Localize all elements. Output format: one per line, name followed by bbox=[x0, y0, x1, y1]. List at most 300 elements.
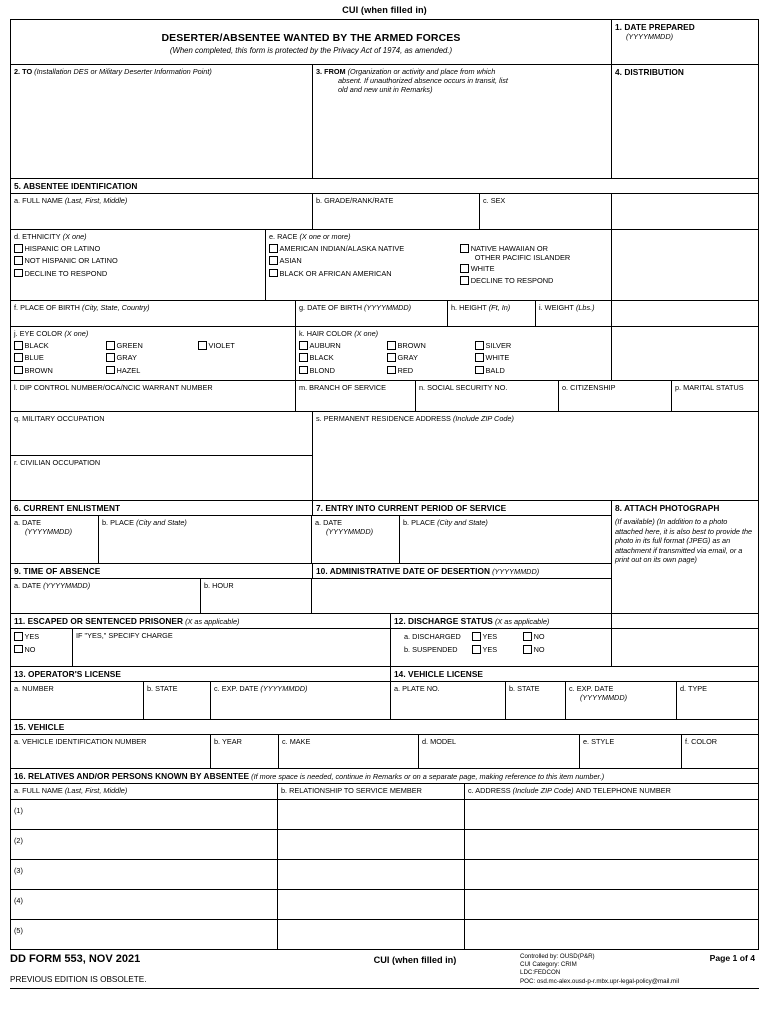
name-grade-sex-row bbox=[11, 193, 758, 229]
checkbox-icon[interactable] bbox=[523, 632, 532, 641]
checkbox-icon[interactable] bbox=[269, 256, 278, 265]
relatives-relationship-header bbox=[278, 784, 465, 799]
relative-row-relationship[interactable] bbox=[278, 920, 465, 949]
eye-option-hazel[interactable] bbox=[106, 366, 198, 375]
relative-row-number[interactable] bbox=[11, 800, 278, 829]
previous-edition-label: PREVIOUS EDITION IS OBSOLETE. bbox=[10, 975, 147, 984]
hair-option-label: BROWN bbox=[397, 341, 426, 351]
page-title: DESERTER/ABSENTEE WANTED BY THE ARMED FORCES bbox=[161, 31, 461, 44]
hair-option-white[interactable] bbox=[475, 353, 563, 362]
checkbox-icon[interactable] bbox=[198, 341, 207, 350]
relative-row-number[interactable] bbox=[11, 830, 278, 859]
checkbox-icon[interactable] bbox=[14, 256, 23, 265]
block-4-distribution-cont[interactable] bbox=[612, 194, 758, 229]
ldc-label: LDC:FEDCON bbox=[520, 969, 561, 977]
block-10-label: 10. ADMINISTRATIVE DATE OF DESERTION bbox=[316, 566, 491, 576]
enlistment-entry-dates-row bbox=[11, 515, 611, 563]
block-6-header bbox=[11, 501, 313, 515]
relative-row-address[interactable] bbox=[465, 830, 758, 859]
plate-number-label: a. PLATE NO. bbox=[394, 684, 440, 693]
block-7-header bbox=[313, 501, 612, 515]
field-vehicle-make[interactable] bbox=[279, 735, 419, 768]
birth-height-weight-row bbox=[11, 300, 758, 326]
block-14-header bbox=[391, 667, 758, 681]
checkbox-icon[interactable] bbox=[460, 244, 469, 253]
field-place-of-birth[interactable] bbox=[11, 301, 296, 326]
block-15-title-row bbox=[11, 719, 758, 734]
race-option-label-line2: OTHER PACIFIC ISLANDER bbox=[474, 253, 571, 263]
relative-row-relationship[interactable] bbox=[278, 890, 465, 919]
relative-row-relationship[interactable] bbox=[278, 830, 465, 859]
race-option-american-indian[interactable] bbox=[269, 244, 460, 253]
block-7-label: 7. ENTRY INTO CURRENT PERIOD OF SERVICE bbox=[316, 503, 507, 513]
checkbox-icon[interactable] bbox=[14, 341, 23, 350]
field-entry-date[interactable] bbox=[312, 516, 400, 563]
ethnicity-option-label: NOT HISPANIC OR LATINO bbox=[24, 256, 118, 266]
field-ssn[interactable] bbox=[416, 381, 559, 411]
ssn-label: n. SOCIAL SECURITY NO. bbox=[419, 383, 508, 392]
hair-option-label: SILVER bbox=[485, 341, 512, 351]
field-citizenship[interactable] bbox=[559, 381, 672, 411]
hair-option-label: BLOND bbox=[309, 365, 335, 375]
checkbox-icon[interactable] bbox=[14, 269, 23, 278]
weight-hint: (Lbs.) bbox=[575, 303, 595, 312]
page-number-label: Page 1 of 4 bbox=[709, 953, 755, 963]
relative-row-address[interactable] bbox=[465, 920, 758, 949]
block-4-distribution[interactable] bbox=[612, 65, 758, 178]
field-vehicle-style[interactable] bbox=[580, 735, 682, 768]
checkbox-icon[interactable] bbox=[387, 341, 396, 350]
eye-option-label: BLACK bbox=[24, 341, 49, 351]
race-option-native-hawaiian[interactable] bbox=[460, 244, 608, 262]
field-civilian-occupation[interactable] bbox=[11, 456, 312, 500]
table-row bbox=[11, 829, 758, 859]
row-index-label: (1) bbox=[14, 806, 23, 815]
dip-branch-ssn-row bbox=[11, 380, 758, 411]
prisoner-yes-label: YES bbox=[24, 632, 40, 641]
residence-label: s. PERMANENT RESIDENCE ADDRESS bbox=[316, 414, 451, 423]
enlistment-entry-group bbox=[11, 515, 612, 613]
checkbox-icon[interactable] bbox=[475, 366, 484, 375]
ethnicity-hint: (X one) bbox=[62, 232, 87, 241]
occupation-column bbox=[11, 412, 313, 500]
eye-option-label: BLUE bbox=[24, 353, 44, 363]
hair-option-bald[interactable] bbox=[475, 366, 563, 375]
enlistment-date-label: a. DATE bbox=[14, 518, 42, 527]
table-row bbox=[11, 889, 758, 919]
hair-option-auburn[interactable] bbox=[299, 341, 387, 350]
discharged-label: a. DISCHARGED bbox=[404, 632, 461, 641]
civilian-occupation-label: r. CIVILIAN OCCUPATION bbox=[14, 458, 101, 467]
eye-option-label: VIOLET bbox=[208, 341, 235, 351]
hair-option-label: BLACK bbox=[309, 353, 334, 363]
row-index-label: (2) bbox=[14, 836, 23, 845]
checkbox-icon[interactable] bbox=[523, 645, 532, 654]
privacy-act-note: (When completed, this form is protected by the Privacy Act of 1974, as amended.) bbox=[169, 45, 453, 55]
block-2-hint: (Installation DES or Military Deserter Information Point) bbox=[34, 67, 212, 76]
block-16-title-row bbox=[11, 768, 758, 783]
license-exp-label: c. EXP. DATE bbox=[214, 684, 259, 693]
style-label: e. STYLE bbox=[583, 737, 615, 746]
block-14-label: 14. VEHICLE LICENSE bbox=[394, 669, 484, 679]
relatives-name-hint: (Last, First, Middle) bbox=[64, 786, 128, 795]
field-vehicle-license-state[interactable] bbox=[506, 682, 566, 719]
block-11-header bbox=[11, 614, 391, 628]
suspended-yes-label: YES bbox=[482, 645, 498, 654]
checkbox-icon[interactable] bbox=[299, 353, 308, 362]
row-index-label: (3) bbox=[14, 866, 23, 875]
discharged-option-yes[interactable] bbox=[472, 632, 497, 641]
block-16-hint: (If more space is needed, continue in Remarks or on a separate page, making reference to this item number.) bbox=[251, 772, 605, 781]
year-label: b. YEAR bbox=[214, 737, 242, 746]
field-dip-control-number[interactable] bbox=[11, 381, 296, 411]
checkbox-icon[interactable] bbox=[472, 632, 481, 641]
block-2-to[interactable] bbox=[11, 65, 313, 178]
checkbox-icon[interactable] bbox=[14, 244, 23, 253]
race-option-label: DECLINE TO RESPOND bbox=[470, 276, 554, 286]
block-4-distribution-cont3[interactable] bbox=[612, 301, 758, 326]
entry-place-label: b. PLACE bbox=[403, 518, 436, 527]
absence-admin-date-row bbox=[11, 578, 611, 613]
block-6-label: 6. CURRENT ENLISTMENT bbox=[14, 503, 121, 513]
block-3-hint-3: old and new unit in Remarks) bbox=[338, 85, 433, 94]
checkbox-icon[interactable] bbox=[269, 244, 278, 253]
field-absence-hour[interactable] bbox=[201, 579, 312, 613]
discharge-status-group bbox=[391, 629, 612, 666]
relative-row-number[interactable] bbox=[11, 890, 278, 919]
block-4-distribution-cont2[interactable] bbox=[612, 230, 758, 300]
poc-label: POC: osd.mc-alex.ousd-p-r.mbx.upr-legal-policy@mail.mil bbox=[520, 977, 679, 985]
checkbox-icon[interactable] bbox=[387, 353, 396, 362]
field-sex[interactable] bbox=[480, 194, 612, 229]
cui-category-label: CUI Category: CRIM bbox=[520, 961, 577, 969]
suspended-no-label: NO bbox=[533, 645, 545, 654]
entry-date-hint: (YYYYMMDD) bbox=[326, 527, 374, 536]
field-weight[interactable] bbox=[536, 301, 612, 326]
title-row bbox=[11, 20, 758, 64]
relative-row-address[interactable] bbox=[465, 890, 758, 919]
checkbox-icon[interactable] bbox=[299, 366, 308, 375]
race-option-decline[interactable] bbox=[460, 276, 608, 285]
field-permanent-residence-address[interactable] bbox=[313, 412, 758, 500]
field-grade-rank-rate[interactable] bbox=[313, 194, 480, 229]
hair-color-label: k. HAIR COLOR bbox=[299, 329, 353, 338]
checkbox-icon[interactable] bbox=[269, 269, 278, 278]
block-9-header bbox=[11, 564, 313, 578]
color-label: f. COLOR bbox=[685, 737, 718, 746]
absence-date-hint: (YYYYMMDD) bbox=[43, 581, 91, 590]
block-1-hint: (YYYYMMDD) bbox=[626, 32, 674, 41]
relative-row-number[interactable] bbox=[11, 920, 278, 949]
hair-option-label: GRAY bbox=[397, 353, 418, 363]
eye-option-label: GREEN bbox=[116, 341, 143, 351]
relatives-address-label2: AND TELEPHONE NUMBER bbox=[575, 786, 671, 795]
race-option-white[interactable] bbox=[460, 264, 608, 273]
citizenship-label: o. CITIZENSHIP bbox=[562, 383, 616, 392]
race-label: e. RACE bbox=[269, 232, 298, 241]
field-vin[interactable] bbox=[11, 735, 211, 768]
ethnicity-option-not-hispanic[interactable] bbox=[14, 256, 262, 265]
relatives-relationship-label: b. RELATIONSHIP TO SERVICE MEMBER bbox=[281, 786, 422, 795]
block-8-header bbox=[612, 501, 758, 515]
form-title-cell bbox=[11, 20, 612, 64]
eye-option-blue[interactable] bbox=[14, 353, 106, 362]
race-option-asian[interactable] bbox=[269, 256, 460, 265]
race-option-black[interactable] bbox=[269, 269, 460, 278]
sex-label: c. SEX bbox=[483, 196, 506, 205]
field-operator-license-state[interactable] bbox=[144, 682, 211, 719]
licenses-title-row bbox=[11, 666, 758, 681]
occupation-residence-row bbox=[11, 411, 758, 500]
relatives-column-headers bbox=[11, 783, 758, 799]
hair-option-blond[interactable] bbox=[299, 366, 387, 375]
field-full-name[interactable] bbox=[11, 194, 313, 229]
relatives-address-label: c. ADDRESS bbox=[468, 786, 511, 795]
discharge-row-discharged bbox=[394, 632, 608, 641]
suspended-option-no[interactable] bbox=[523, 645, 544, 654]
hair-option-red[interactable] bbox=[387, 366, 475, 375]
block-1-label: 1. DATE PREPARED bbox=[615, 22, 695, 32]
block-10-header bbox=[313, 564, 611, 578]
checkbox-icon[interactable] bbox=[14, 353, 23, 362]
relative-row-relationship[interactable] bbox=[278, 800, 465, 829]
full-name-label: a. FULL NAME bbox=[14, 196, 63, 205]
marital-status-label: p. MARITAL STATUS bbox=[675, 383, 744, 392]
block-13-header bbox=[11, 667, 391, 681]
cui-banner-top: CUI (when filled in) bbox=[342, 5, 427, 15]
field-operator-license-exp[interactable] bbox=[211, 682, 391, 719]
hair-option-label: AUBURN bbox=[309, 341, 341, 351]
blocks-6-7-8-title-row bbox=[11, 500, 758, 515]
footer-right bbox=[520, 953, 759, 986]
eye-option-brown[interactable] bbox=[14, 366, 106, 375]
military-occupation-label: q. MILITARY OCCUPATION bbox=[14, 414, 105, 423]
checkbox-icon[interactable] bbox=[14, 645, 23, 654]
model-label: d. MODEL bbox=[422, 737, 457, 746]
checkbox-icon[interactable] bbox=[475, 353, 484, 362]
licenses-fields-row bbox=[11, 681, 758, 719]
race-option-label: ASIAN bbox=[279, 256, 302, 266]
discharged-option-no[interactable] bbox=[523, 632, 544, 641]
grade-label: b. GRADE/RANK/RATE bbox=[316, 196, 394, 205]
block-15-label: 15. VEHICLE bbox=[14, 722, 65, 732]
eye-option-green[interactable] bbox=[106, 341, 198, 350]
vehicle-exp-hint: (YYYYMMDD) bbox=[580, 693, 628, 702]
checkbox-icon[interactable] bbox=[387, 366, 396, 375]
race-option-label-line1: NATIVE HAWAIIAN OR bbox=[470, 244, 549, 254]
block-3-from[interactable] bbox=[313, 65, 612, 178]
field-military-occupation[interactable] bbox=[11, 412, 312, 456]
checkbox-icon[interactable] bbox=[106, 341, 115, 350]
hair-option-label: WHITE bbox=[485, 353, 510, 363]
ethnicity-option-hispanic[interactable] bbox=[14, 244, 262, 253]
field-absence-date[interactable] bbox=[11, 579, 201, 613]
full-name-hint: (Last, First, Middle) bbox=[64, 196, 128, 205]
vehicle-fields-row bbox=[11, 734, 758, 768]
block-8-photo-area-cont2[interactable] bbox=[612, 629, 758, 666]
prisoner-no-label: NO bbox=[24, 644, 36, 654]
eye-option-label: GRAY bbox=[116, 353, 137, 363]
date-of-birth-label: g. DATE OF BIRTH bbox=[299, 303, 362, 312]
block-4-label: 4. DISTRIBUTION bbox=[615, 67, 684, 77]
height-label: h. HEIGHT bbox=[451, 303, 487, 312]
date-of-birth-hint: (YYYYMMDD) bbox=[364, 303, 412, 312]
block-16-label: 16. RELATIVES AND/OR PERSONS KNOWN BY ABSENTEE bbox=[14, 771, 250, 781]
field-race bbox=[266, 230, 612, 300]
relatives-address-hint: (Include ZIP Code) bbox=[512, 786, 574, 795]
race-option-label: WHITE bbox=[470, 264, 495, 274]
hair-option-label: BALD bbox=[485, 365, 505, 375]
cui-banner-bottom: CUI (when filled in) bbox=[373, 955, 457, 965]
field-date-of-birth[interactable] bbox=[296, 301, 448, 326]
discharge-row-suspended bbox=[394, 645, 608, 654]
to-from-distribution-row bbox=[11, 64, 758, 178]
field-entry-place[interactable] bbox=[400, 516, 611, 563]
ethnicity-option-label: HISPANIC OR LATINO bbox=[24, 244, 101, 254]
field-enlistment-date[interactable] bbox=[11, 516, 99, 563]
table-row bbox=[11, 799, 758, 829]
enlistment-date-hint: (YYYYMMDD) bbox=[25, 527, 73, 536]
checkbox-icon[interactable] bbox=[460, 264, 469, 273]
place-of-birth-hint: (City, State, Country) bbox=[82, 303, 150, 312]
checkbox-icon[interactable] bbox=[14, 632, 23, 641]
controlled-by-label: Controlled by: OUSD(P&R) bbox=[520, 953, 595, 960]
field-enlistment-place[interactable] bbox=[99, 516, 312, 563]
field-height[interactable] bbox=[448, 301, 536, 326]
checkbox-icon[interactable] bbox=[106, 366, 115, 375]
photo-note-text: (If available) (In addition to a photo attached here, it is also best to provide the photo in its full format (JPEG) as an attachment if transmitted via email, or a print out on its own page) bbox=[615, 517, 753, 565]
height-hint: (Ft, In) bbox=[488, 303, 511, 312]
race-option-label: BLACK OR AFRICAN AMERICAN bbox=[279, 268, 392, 278]
table-row bbox=[11, 859, 758, 889]
field-plate-number[interactable] bbox=[391, 682, 506, 719]
field-ethnicity bbox=[11, 230, 266, 300]
checkbox-icon[interactable] bbox=[472, 645, 481, 654]
block-12-header bbox=[391, 614, 612, 628]
block-1-date-prepared[interactable] bbox=[612, 20, 758, 64]
hair-option-brown[interactable] bbox=[387, 341, 475, 350]
block-12-hint: (X as applicable) bbox=[494, 617, 550, 626]
block-5-label: 5. ABSENTEE IDENTIFICATION bbox=[14, 181, 138, 191]
race-hint: (X one or more) bbox=[299, 232, 351, 241]
discharged-yes-label: YES bbox=[482, 632, 498, 641]
block-9-label: 9. TIME OF ABSENCE bbox=[14, 566, 101, 576]
hair-option-gray[interactable] bbox=[387, 353, 475, 362]
vehicle-type-label: d. TYPE bbox=[680, 684, 708, 693]
form-id-label: DD FORM 553, NOV 2021 bbox=[10, 953, 141, 965]
relative-row-relationship[interactable] bbox=[278, 860, 465, 889]
vin-label: a. VEHICLE IDENTIFICATION NUMBER bbox=[14, 737, 147, 746]
checkbox-icon[interactable] bbox=[14, 366, 23, 375]
block-12-label: 12. DISCHARGE STATUS bbox=[394, 616, 493, 626]
ethnicity-race-row bbox=[11, 229, 758, 300]
relative-row-address[interactable] bbox=[465, 860, 758, 889]
relative-row-number[interactable] bbox=[11, 860, 278, 889]
checkbox-icon[interactable] bbox=[460, 276, 469, 285]
field-vehicle-license-exp[interactable] bbox=[566, 682, 677, 719]
hair-option-black[interactable] bbox=[299, 353, 387, 362]
form-footer bbox=[10, 953, 759, 986]
block-4-distribution-cont4[interactable] bbox=[612, 327, 758, 380]
field-operator-license-number[interactable] bbox=[11, 682, 144, 719]
hair-option-silver[interactable] bbox=[475, 341, 563, 350]
block-10-hint: (YYYYMMDD) bbox=[492, 567, 540, 576]
block-15-header bbox=[11, 720, 758, 734]
field-marital-status[interactable] bbox=[672, 381, 758, 411]
residence-hint: (Include ZIP Code) bbox=[452, 414, 514, 423]
license-number-label: a. NUMBER bbox=[14, 684, 54, 693]
block-5-header bbox=[11, 179, 758, 193]
block-3-hint-2: absent. If unauthorized absence occurs in transit, list bbox=[338, 76, 508, 85]
absence-hour-label: b. HOUR bbox=[204, 581, 234, 590]
eye-option-black[interactable] bbox=[14, 341, 106, 350]
weight-label: i. WEIGHT bbox=[539, 303, 574, 312]
field-admin-date-desertion[interactable] bbox=[312, 579, 610, 613]
license-state-label: b. STATE bbox=[147, 684, 178, 693]
checkbox-icon[interactable] bbox=[475, 341, 484, 350]
block-2-label: 2. TO bbox=[14, 67, 33, 76]
enlistment-place-hint: (City and State) bbox=[136, 518, 187, 527]
field-specify-charge[interactable] bbox=[73, 629, 391, 666]
discharged-no-label: NO bbox=[533, 632, 545, 641]
suspended-option-yes[interactable] bbox=[472, 645, 497, 654]
block-8-photo-area-cont[interactable] bbox=[612, 614, 758, 628]
footer-center bbox=[310, 953, 520, 986]
field-vehicle-color[interactable] bbox=[682, 735, 758, 768]
block-13-label: 13. OPERATOR'S LICENSE bbox=[14, 669, 121, 679]
field-eye-color bbox=[11, 327, 296, 380]
field-vehicle-model[interactable] bbox=[419, 735, 580, 768]
block-3-hint-1: (Organization or activity and place from which bbox=[347, 67, 496, 76]
relative-row-address[interactable] bbox=[465, 800, 758, 829]
hair-option-label: RED bbox=[397, 365, 414, 375]
enlistment-entry-photo-row bbox=[11, 515, 758, 613]
suspended-label: b. SUSPENDED bbox=[404, 645, 458, 654]
prisoner-option-yes[interactable] bbox=[14, 632, 69, 641]
race-option-label: AMERICAN INDIAN/ALASKA NATIVE bbox=[279, 244, 405, 254]
eye-hair-color-row bbox=[11, 326, 758, 380]
prisoner-discharge-row bbox=[11, 628, 758, 666]
checkbox-icon[interactable] bbox=[299, 341, 308, 350]
prisoner-option-no[interactable] bbox=[14, 645, 69, 654]
vehicle-exp-label: c. EXP. DATE bbox=[569, 684, 614, 693]
field-branch-of-service[interactable] bbox=[296, 381, 416, 411]
block-16-header bbox=[11, 769, 758, 783]
eye-option-gray[interactable] bbox=[106, 353, 198, 362]
specify-charge-label: IF "YES," SPECIFY CHARGE bbox=[76, 631, 173, 640]
prisoner-discharge-title-row bbox=[11, 613, 758, 628]
entry-date-label: a. DATE bbox=[315, 518, 343, 527]
block-3-label: 3. FROM bbox=[316, 67, 346, 76]
relatives-name-header bbox=[11, 784, 278, 799]
block-8-photo-note[interactable] bbox=[612, 515, 758, 611]
ethnicity-option-decline[interactable] bbox=[14, 269, 262, 278]
field-vehicle-license-type[interactable] bbox=[677, 682, 758, 719]
eye-option-label: HAZEL bbox=[116, 365, 141, 375]
relatives-address-header bbox=[465, 784, 758, 799]
checkbox-icon[interactable] bbox=[106, 353, 115, 362]
footer-rule bbox=[10, 988, 759, 989]
field-vehicle-year[interactable] bbox=[211, 735, 279, 768]
absence-date-label: a. DATE bbox=[14, 581, 42, 590]
block-11-hint: (X as applicable) bbox=[185, 617, 240, 626]
footer-left bbox=[10, 953, 310, 986]
ethnicity-label: d. ETHNICITY bbox=[14, 232, 61, 241]
license-exp-hint: (YYYYMMDD) bbox=[260, 684, 308, 693]
blocks-9-10-title-row bbox=[11, 563, 611, 578]
eye-option-violet[interactable] bbox=[198, 341, 278, 350]
eye-color-label: j. EYE COLOR bbox=[14, 329, 63, 338]
